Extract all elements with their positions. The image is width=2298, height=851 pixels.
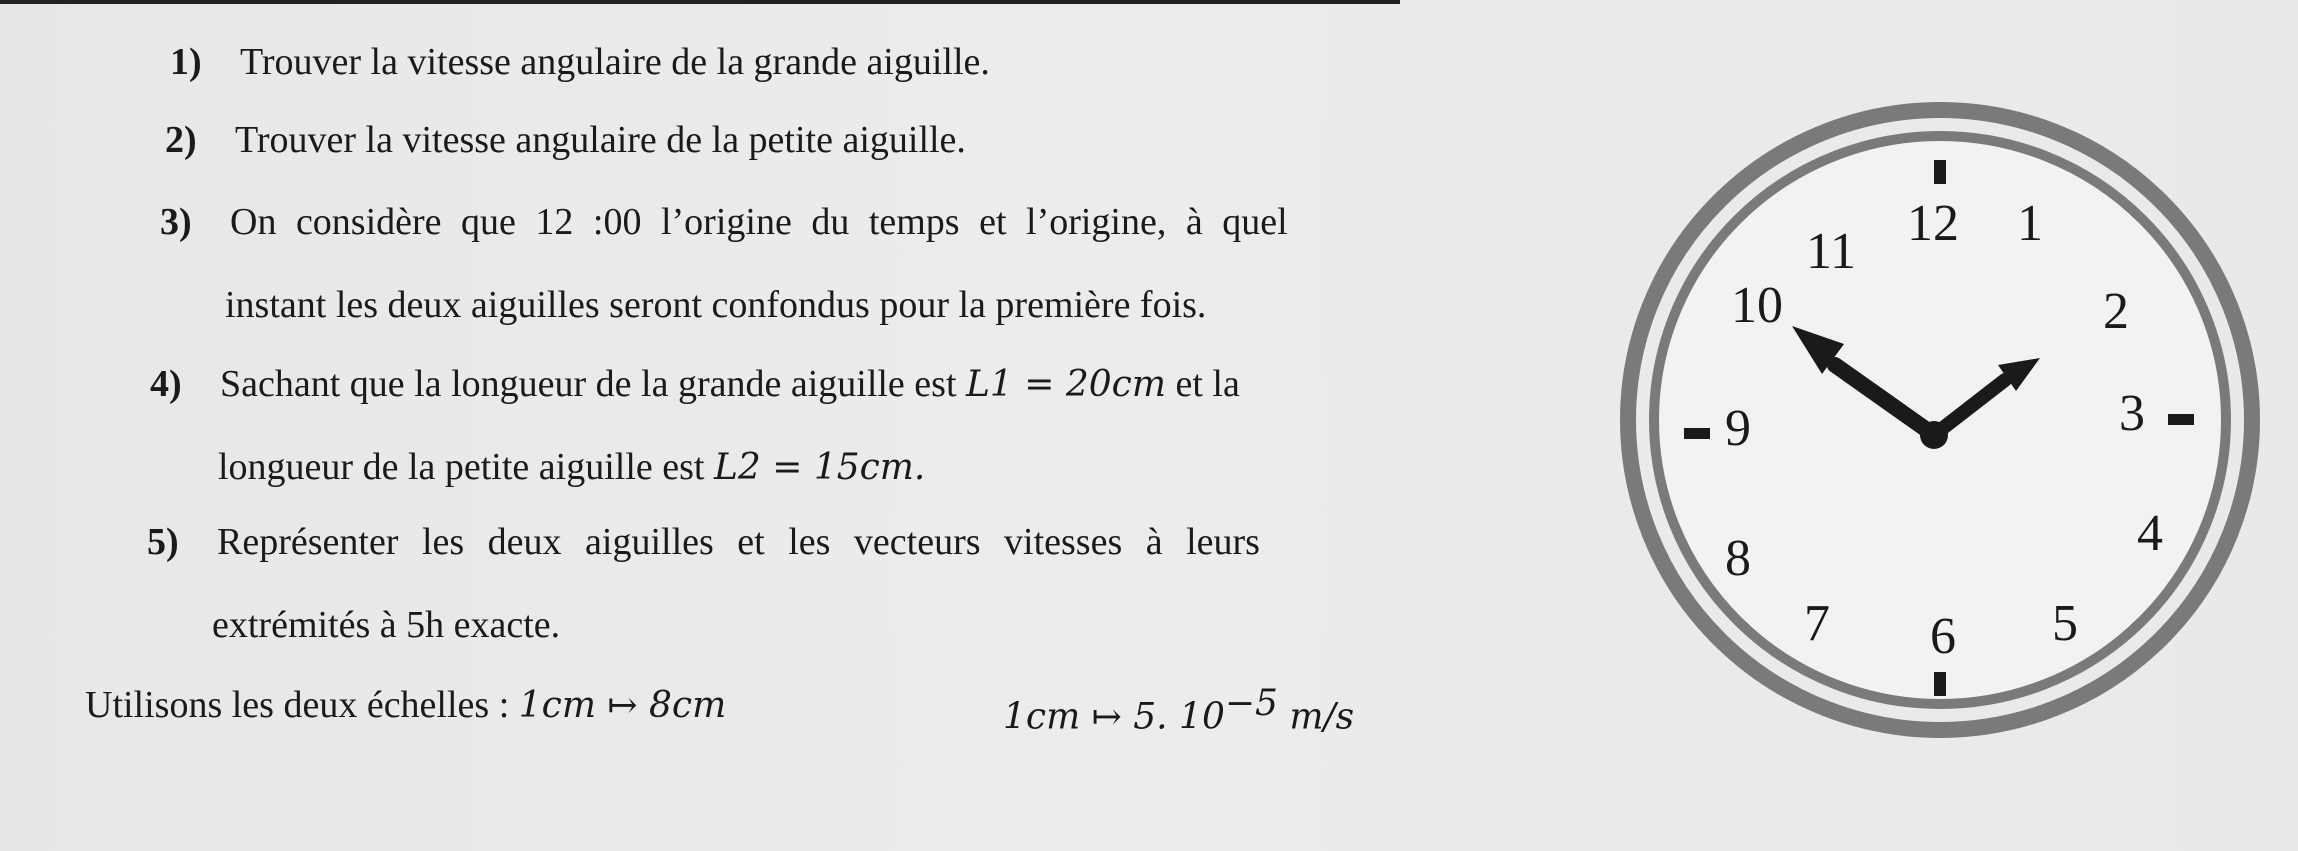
question-2-text: Trouver la vitesse angulaire de la petite aiguille. — [235, 119, 966, 161]
scale-2 — [1003, 683, 1354, 739]
tick-9 — [1684, 428, 1710, 439]
question-4-number: 4) — [150, 363, 182, 405]
question-3-continuation: instant les deux aiguilles seront confondus pour la première fois. — [225, 284, 1207, 326]
question-4-math-l2: L2 = 15cm. — [713, 447, 926, 488]
clock-number-9: 9 — [1725, 400, 1751, 457]
question-5-continuation: extrémités à 5h exacte. — [212, 604, 561, 646]
question-4 — [150, 362, 1240, 406]
clock-center-pin — [1920, 421, 1948, 449]
question-4-text-end: et la — [1165, 363, 1240, 405]
question-3-text: On considère que 12 :00 l’origine du temps et l’origine, à quel — [230, 201, 1288, 243]
top-rule — [0, 0, 1400, 4]
clock-number-11: 11 — [1805, 223, 1857, 280]
clock-number-8: 8 — [1725, 530, 1751, 587]
scale-2-exponent: −5 — [1224, 683, 1278, 724]
clock-number-7: 7 — [1804, 595, 1830, 652]
clock-number-12: 12 — [1907, 195, 1959, 252]
question-2 — [165, 118, 966, 162]
scales-line — [85, 683, 726, 727]
clock-number-1: 1 — [2017, 195, 2043, 252]
question-4-cont-text: longueur de la petite aiguille est — [218, 446, 714, 488]
question-4-continuation — [218, 445, 925, 489]
question-1 — [170, 40, 990, 84]
question-1-text: Trouver la vitesse angulaire de la grande aiguille. — [240, 41, 990, 83]
scale-2-base: 1cm ↦ 5. 10 — [1003, 696, 1225, 738]
tick-6 — [1934, 672, 1946, 696]
question-5 — [147, 520, 1260, 564]
question-5-number: 5) — [147, 521, 179, 563]
question-2-number: 2) — [165, 119, 197, 161]
question-3-number: 3) — [160, 201, 192, 243]
clock-number-10: 10 — [1731, 277, 1783, 334]
clock-number-3: 3 — [2119, 385, 2145, 442]
tick-3 — [2168, 414, 2194, 425]
question-5-text: Représenter les deux aiguilles et les vecteurs vitesses à leurs — [217, 521, 1260, 563]
scale-2-unit: m/s — [1277, 696, 1355, 738]
scale-1: 1cm ↦ 8cm — [518, 685, 727, 726]
question-4-text: Sachant que la longueur de la grande aiguille est — [220, 363, 967, 405]
clock-number-6: 6 — [1930, 608, 1956, 665]
tick-12 — [1934, 160, 1946, 184]
question-3 — [160, 200, 1288, 244]
clock-diagram — [1620, 100, 2260, 740]
clock-number-4: 4 — [2137, 505, 2163, 562]
question-1-number: 1) — [170, 41, 202, 83]
clock-number-5: 5 — [2052, 595, 2078, 652]
scales-intro: Utilisons les deux échelles : — [85, 684, 519, 726]
question-4-math-l1: L1 = 20cm — [966, 364, 1166, 405]
clock-number-2: 2 — [2103, 283, 2129, 340]
